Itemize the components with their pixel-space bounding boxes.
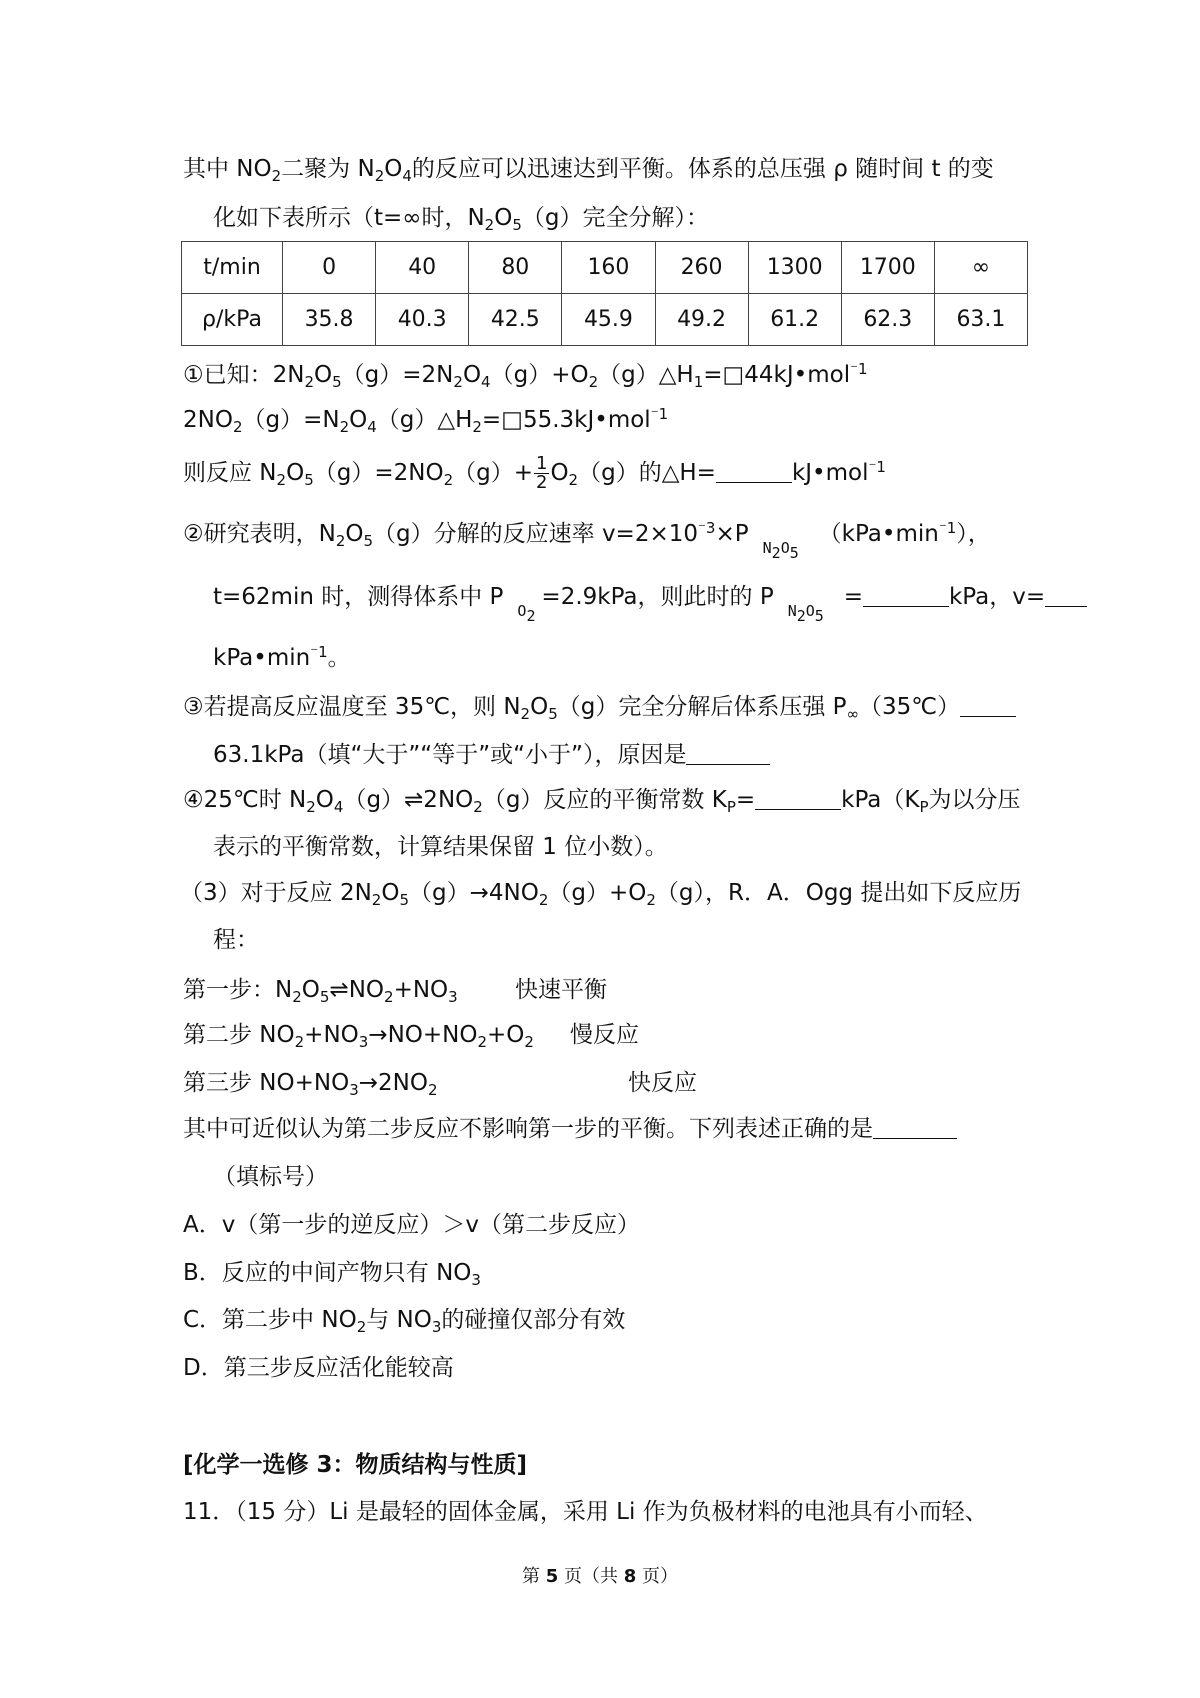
q2-line-3: $kPa•\min^{^-1}$。 <box>213 643 351 671</box>
table-row-header: t/min <box>182 242 283 294</box>
table-cell: 40.3 <box>376 294 469 346</box>
table-cell: 63.1 <box>934 294 1027 346</box>
step-1-note: 快速平衡 <box>515 977 607 1003</box>
option-d: D．第三步反应活化能较高 <box>183 1355 454 1381</box>
answer-blank[interactable] <box>716 460 792 483</box>
q4-line-1: ④25℃时 $N_2O_4(g)\rightleftharpoons 2NO_2(g)$反应的平衡常数 $K_P= kPa(K_P$为以分压 <box>183 787 1021 816</box>
table-cell: 160 <box>562 242 655 294</box>
table-cell: 42.5 <box>469 294 562 346</box>
total-pages: 8 <box>623 1566 637 1587</box>
q1-line-1: ①已知：$2N_2O_5(g)=2N_2O_4(g)+O_2(g)\triangle H_1=□44kJ•mol^{^-1}$ <box>183 360 868 391</box>
answer-blank[interactable] <box>686 742 770 765</box>
mechanism-step-3: 第三步 $NO+NO_3\to 2NO_2$ <box>183 1070 438 1099</box>
table-cell: 61.2 <box>748 294 841 346</box>
page-footer: 第 5 页（共 8 页） <box>522 1566 678 1587</box>
mechanism-step-1: 第一步：$N_2O_5\rightleftharpoons NO_2+NO_3$ <box>183 977 458 1006</box>
table-row <box>182 294 1028 346</box>
part3-line-2: 程： <box>213 927 259 953</box>
table-cell: 1700 <box>841 242 934 294</box>
option-b: B．反应的中间产物只有 $NO_3$ <box>183 1260 481 1289</box>
page-number: 5 <box>545 1566 559 1587</box>
part3-line-1: （3）对于反应 $2N_2O_5(g)\to 4NO_2(g)+O_2(g)$，R．A．Ogg 提出如下反应历 <box>180 880 1022 909</box>
option-c: C．第二步中 $NO_2$与 $NO_3$的碰撞仅部分有效 <box>183 1307 626 1336</box>
q3-line-1: ③若提高反应温度至 35℃，则 $N_2O_5(g)$完全分解后体系压强 $P_\infty(35℃)$ <box>183 692 1016 722</box>
table-cell: 49.2 <box>655 294 748 346</box>
answer-blank[interactable] <box>960 694 1016 717</box>
option-a: A．v（第一步的逆反应）＞v（第二步反应） <box>183 1212 640 1238</box>
section-heading: [化学一选修 3：物质结构与性质] <box>183 1452 528 1478</box>
answer-blank[interactable] <box>863 584 949 607</box>
answer-blank[interactable] <box>1045 584 1087 607</box>
n2o5-subscript: $N_2O_5$ <box>787 602 824 625</box>
mechanism-question: 其中可近似认为第二步反应不影响第一步的平衡。下列表述正确的是 <box>183 1114 957 1144</box>
intro-line-2: 化如下表所示（t=∞时，$N_2O_5(g)$完全分解）： <box>213 205 709 234</box>
q1-line-3: 则反应 $N_2O_5(g)=2NO_2(g)+$ $\frac{1}{2}$ $O_2(g)$的△H= kJ•mol$^{^-1}$ <box>183 453 886 493</box>
table-row <box>182 242 1028 294</box>
intro-line-1: 其中 $NO_2$二聚为 $N_2O_4$的反应可以迅速达到平衡。体系的总压强 ρ 随时间 t 的变 <box>183 156 994 185</box>
answer-blank[interactable] <box>873 1116 957 1139</box>
step-2-note: 慢反应 <box>570 1022 639 1048</box>
table-cell: 1300 <box>748 242 841 294</box>
table-cell: 62.3 <box>841 294 934 346</box>
mechanism-question-line-2: （填标号） <box>213 1164 328 1190</box>
o2-subscript: $O_2$ <box>517 602 536 625</box>
q1-line-2: $2NO_2(g)=N_2O_4(g)\triangle H_2=□55.3kJ•mol^{^-1}$ <box>183 405 669 436</box>
table-row-header: ρ/kPa <box>182 294 283 346</box>
q2-line-2: t=62min 时，测得体系中 P $O_2$ =2.9kPa，则此时的 P $N_2O_5$ = kPa，v= <box>213 582 1087 612</box>
q4-line-2: 表示的平衡常数，计算结果保留 1 位小数）。 <box>213 834 668 860</box>
mechanism-step-2: 第二步 $NO_2+NO_3\to NO+NO_2+O_2$ <box>183 1022 534 1051</box>
table-cell: 0 <box>283 242 376 294</box>
table-cell: 45.9 <box>562 294 655 346</box>
question-11: 11．（15 分）Li 是最轻的固体金属，采用 Li 作为负极材料的电池具有小而轻、 <box>183 1499 988 1525</box>
step-3-note: 快反应 <box>628 1070 697 1096</box>
table-cell: ∞ <box>934 242 1027 294</box>
q3-line-2: 63.1kPa（填“大于”“等于”或“小于”），原因是 <box>213 740 770 770</box>
table-cell: 35.8 <box>283 294 376 346</box>
one-half-fraction: $\frac{1}{2}$ <box>535 453 548 493</box>
table-cell: 260 <box>655 242 748 294</box>
table-cell: 40 <box>376 242 469 294</box>
q2-line-1: ②研究表明，$N_2O_5(g)$分解的反应速率 $v=2\times 10^{^-3}\times P$ $N_2O_5$ $(kPa•\min^{^-1})$， <box>183 519 991 562</box>
pressure-time-table <box>181 241 1028 346</box>
table-cell: 80 <box>469 242 562 294</box>
n2o5-subscript: $N_2O_5$ <box>762 539 799 562</box>
answer-blank[interactable] <box>755 787 841 810</box>
